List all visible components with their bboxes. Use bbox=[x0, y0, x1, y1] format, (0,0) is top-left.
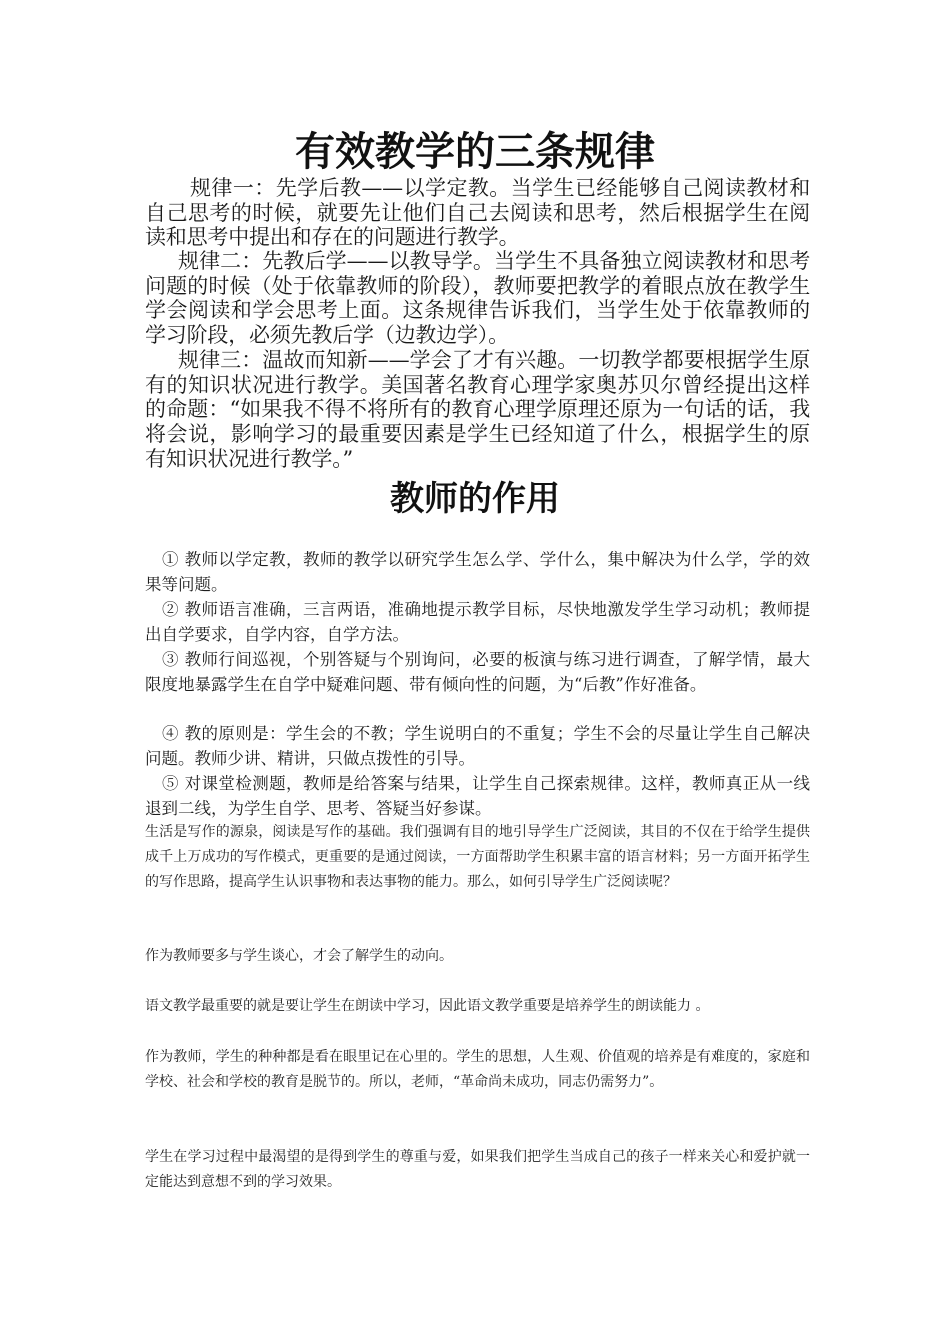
teacher-role-item-4: ④ 教的原则是：学生会的不教；学生说明白的不重复；学生不会的尽量让学生自己解决问题。教师少讲、精讲，只做点拨性的引导。 bbox=[145, 724, 810, 768]
respect-and-love-paragraph: 学生在学习过程中最渴望的是得到学生的尊重与爱，如果我们把学生当成自己的孩子一样来关心和爱护就一定能达到意想不到的学习效果。 bbox=[145, 1149, 810, 1190]
talk-with-students-paragraph: 作为教师要多与学生谈心，才会了解学生的动向。 bbox=[145, 948, 453, 964]
section-title-teacher-role: 教师的作用 bbox=[390, 479, 560, 519]
teacher-role-item-2: ② 教师语言准确，三言两语，准确地提示教学目标，尽快地激发学生学习动机；教师提出自学要求，自学内容，自学方法。 bbox=[145, 600, 810, 644]
teacher-role-item-5: ⑤ 对课堂检测题，教师是给答案与结果，让学生自己探索规律。这样，教师真正从一线退到二线，为学生自学、思考、答疑当好参谋。 bbox=[145, 774, 810, 818]
teacher-role-item-3: ③ 教师行间巡视，个别答疑与个别询问，必要的板演与练习进行调查，了解学情，最大限度地暴露学生在自学中疑难问题、带有倾向性的问题，为“后教”作好准备。 bbox=[145, 650, 810, 694]
teacher-observation-paragraph: 作为教师，学生的种种都是看在眼里记在心里的。学生的思想，人生观、价值观的培养是有难度的，家庭和学校、社会和学校的教育是脱节的。所以，老师，“革命尚未成功，同志仍需努力”。 bbox=[145, 1049, 810, 1090]
reading-aloud-paragraph: 语文教学最重要的就是要让学生在朗读中学习，因此语文教学重要是培养学生的朗读能力 。 bbox=[145, 998, 710, 1014]
rule-one-paragraph: 规律一：先学后教——以学定教。当学生已经能够自己阅读教材和自己思考的时候，就要先让他们自己去阅读和思考，然后根据学生在阅读和思考中提出和存在的问题进行教学。 bbox=[145, 176, 810, 250]
teacher-role-item-1: ① 教师以学定教，教师的教学以研究学生怎么学、学什么，集中解决为什么学，学的效果等问题。 bbox=[145, 550, 810, 594]
writing-reading-paragraph: 生活是写作的源泉，阅读是写作的基础。我们强调有目的地引导学生广泛阅读，其目的不仅在于给学生提供成千上万成功的写作模式，更重要的是通过阅读，一方面帮助学生积累丰富的语言材料；另一方面开拓学生的写作思路，提高学生认识事物和表达事物的能力。那么，如何引导学生广泛阅读呢？ bbox=[145, 824, 810, 890]
rule-three-paragraph: 规律三：温故而知新——学会了才有兴趣。一切教学都要根据学生原有的知识状况进行教学。美国著名教育心理学家奥苏贝尔曾经提出这样的命题：“如果我不得不将所有的教育心理学原理还原为一句话的话，我将会说，影响学习的最重要因素是学生已经知道了什么，根据学生的原有知识状况进行教学。” bbox=[145, 348, 810, 471]
rule-two-paragraph: 规律二：先教后学——以教导学。当学生不具备独立阅读教材和思考问题的时候（处于依靠教师的阶段），教师要把教学的着眼点放在教学生学会阅读和学会思考上面。这条规律告诉我们，当学生处于依靠教师的学习阶段，必须先教后学（边教边学）。 bbox=[145, 249, 810, 348]
main-title: 有效教学的三条规律 bbox=[295, 129, 655, 175]
